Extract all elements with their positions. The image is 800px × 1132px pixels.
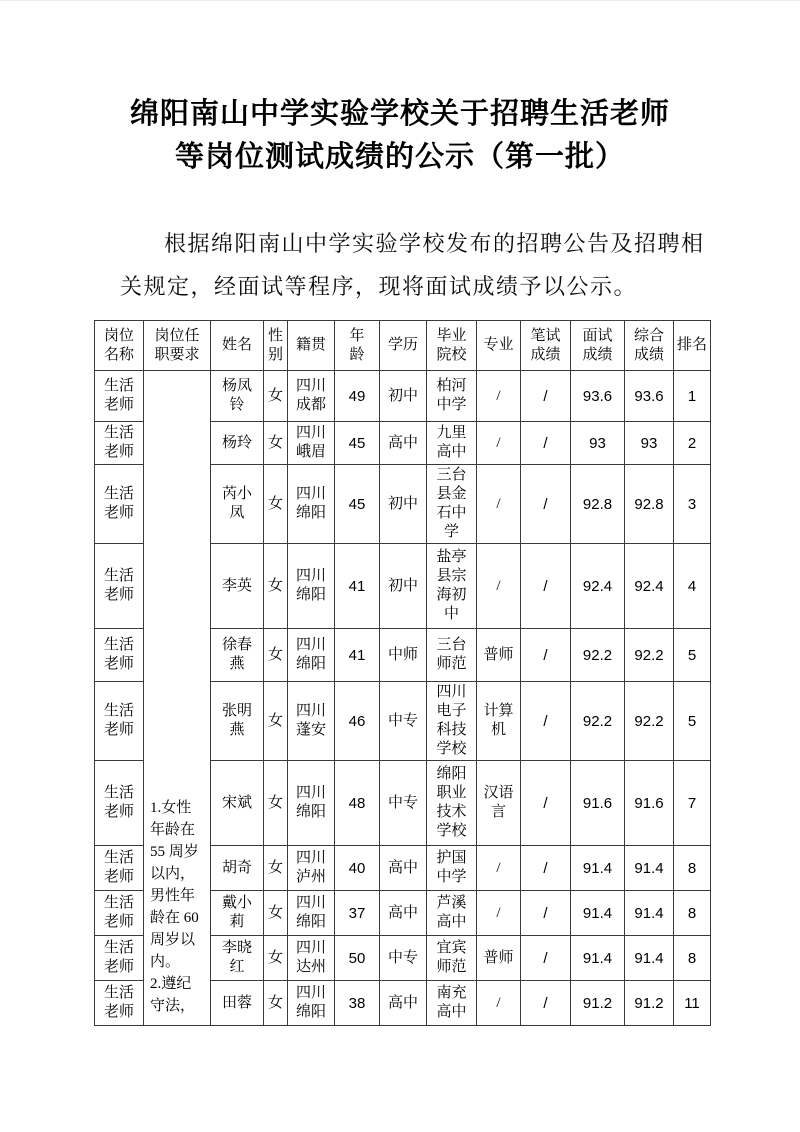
cell-name: 徐春燕 — [211, 629, 264, 682]
cell-written-score: / — [521, 371, 571, 422]
cell-school: 三台师范 — [427, 629, 477, 682]
cell-gender: 女 — [264, 846, 288, 891]
cell-age: 48 — [335, 761, 380, 846]
cell-education: 高中 — [380, 422, 427, 465]
cell-school: 护国中学 — [427, 846, 477, 891]
cell-position: 生活老师 — [95, 422, 144, 465]
cell-total-score: 92.4 — [625, 544, 674, 629]
cell-major: / — [477, 846, 521, 891]
cell-interview-score: 93.6 — [571, 371, 625, 422]
cell-interview-score: 91.4 — [571, 936, 625, 981]
cell-gender: 女 — [264, 422, 288, 465]
cell-rank: 11 — [674, 981, 711, 1026]
cell-education: 高中 — [380, 846, 427, 891]
cell-major: / — [477, 981, 521, 1026]
cell-position: 生活老师 — [95, 544, 144, 629]
cell-hometown: 四川绵阳 — [288, 629, 335, 682]
cell-education: 高中 — [380, 981, 427, 1026]
cell-education: 初中 — [380, 544, 427, 629]
cell-age: 41 — [335, 544, 380, 629]
col-header-age: 年龄 — [335, 321, 380, 371]
cell-gender: 女 — [264, 936, 288, 981]
cell-major: / — [477, 465, 521, 544]
cell-total-score: 91.4 — [625, 891, 674, 936]
col-header-hometown: 籍贯 — [288, 321, 335, 371]
cell-interview-score: 92.8 — [571, 465, 625, 544]
cell-hometown: 四川绵阳 — [288, 465, 335, 544]
cell-rank: 5 — [674, 629, 711, 682]
col-header-written-score: 笔试成绩 — [521, 321, 571, 371]
cell-name: 田蓉 — [211, 981, 264, 1026]
cell-major: 普师 — [477, 629, 521, 682]
cell-education: 中专 — [380, 936, 427, 981]
cell-age: 37 — [335, 891, 380, 936]
cell-education: 中师 — [380, 629, 427, 682]
cell-rank: 5 — [674, 682, 711, 761]
cell-position: 生活老师 — [95, 629, 144, 682]
cell-gender: 女 — [264, 544, 288, 629]
cell-interview-score: 91.4 — [571, 891, 625, 936]
cell-education: 高中 — [380, 891, 427, 936]
cell-written-score: / — [521, 544, 571, 629]
cell-interview-score: 93 — [571, 422, 625, 465]
col-header-gender: 性别 — [264, 321, 288, 371]
col-header-school: 毕业院校 — [427, 321, 477, 371]
cell-age: 41 — [335, 629, 380, 682]
document-title — [0, 93, 800, 179]
cell-age: 45 — [335, 465, 380, 544]
cell-total-score: 92.8 — [625, 465, 674, 544]
cell-name: 李英 — [211, 544, 264, 629]
col-header-major: 专业 — [477, 321, 521, 371]
cell-major: / — [477, 891, 521, 936]
cell-rank: 2 — [674, 422, 711, 465]
cell-school: 绵阳职业技术学校 — [427, 761, 477, 846]
cell-name: 李晓红 — [211, 936, 264, 981]
cell-written-score: / — [521, 629, 571, 682]
cell-written-score: / — [521, 422, 571, 465]
cell-school: 九里高中 — [427, 422, 477, 465]
cell-position: 生活老师 — [95, 981, 144, 1026]
cell-total-score: 92.2 — [625, 629, 674, 682]
cell-interview-score: 92.2 — [571, 682, 625, 761]
cell-school: 四川电子科技学校 — [427, 682, 477, 761]
cell-written-score: / — [521, 465, 571, 544]
cell-name: 戴小莉 — [211, 891, 264, 936]
cell-total-score: 92.2 — [625, 682, 674, 761]
cell-major: 计算机 — [477, 682, 521, 761]
col-header-education: 学历 — [380, 321, 427, 371]
cell-name: 杨玲 — [211, 422, 264, 465]
cell-total-score: 91.2 — [625, 981, 674, 1026]
cell-education: 初中 — [380, 465, 427, 544]
cell-major: 普师 — [477, 936, 521, 981]
cell-interview-score: 92.2 — [571, 629, 625, 682]
col-header-rank: 排名 — [674, 321, 711, 371]
cell-rank: 8 — [674, 846, 711, 891]
cell-position: 生活老师 — [95, 936, 144, 981]
cell-written-score: / — [521, 936, 571, 981]
col-header-name: 姓名 — [211, 321, 264, 371]
requirement-item: 2.遵纪守法， — [150, 976, 196, 1014]
cell-written-score: / — [521, 682, 571, 761]
cell-interview-score: 92.4 — [571, 544, 625, 629]
cell-position: 生活老师 — [95, 761, 144, 846]
cell-hometown: 四川绵阳 — [288, 891, 335, 936]
title-line-1: 绵阳南山中学实验学校关于招聘生活老师 — [129, 98, 670, 130]
cell-school: 南充高中 — [427, 981, 477, 1026]
cell-rank: 3 — [674, 465, 711, 544]
cell-position: 生活老师 — [95, 682, 144, 761]
cell-gender: 女 — [264, 629, 288, 682]
cell-school: 盐亭县宗海初中 — [427, 544, 477, 629]
cell-age: 45 — [335, 422, 380, 465]
title-line-2: 等岗位测试成绩的公示（第一批） — [174, 141, 625, 173]
cell-gender: 女 — [264, 761, 288, 846]
cell-education: 中专 — [380, 761, 427, 846]
cell-interview-score: 91.4 — [571, 846, 625, 891]
cell-rank: 8 — [674, 936, 711, 981]
requirement-item: 1.女性年龄在 55 周岁以内，男性年龄在 60 周岁以内。 — [150, 800, 199, 970]
cell-total-score: 91.4 — [625, 936, 674, 981]
col-header-position: 岗位名称 — [95, 321, 144, 371]
cell-written-score: / — [521, 846, 571, 891]
cell-position: 生活老师 — [95, 371, 144, 422]
cell-school: 柏河中学 — [427, 371, 477, 422]
cell-school: 三台县金石中学 — [427, 465, 477, 544]
cell-hometown: 四川泸州 — [288, 846, 335, 891]
cell-rank: 1 — [674, 371, 711, 422]
cell-requirements — [144, 371, 211, 1026]
col-header-interview-score: 面试成绩 — [571, 321, 625, 371]
cell-name: 杨凤铃 — [211, 371, 264, 422]
col-header-total-score: 综合成绩 — [625, 321, 674, 371]
cell-gender: 女 — [264, 682, 288, 761]
cell-name: 胡奇 — [211, 846, 264, 891]
cell-major: / — [477, 422, 521, 465]
cell-gender: 女 — [264, 981, 288, 1026]
cell-hometown: 四川蓬安 — [288, 682, 335, 761]
cell-position: 生活老师 — [95, 846, 144, 891]
cell-written-score: / — [521, 981, 571, 1026]
cell-position: 生活老师 — [95, 465, 144, 544]
cell-written-score: / — [521, 761, 571, 846]
cell-name: 芮小凤 — [211, 465, 264, 544]
cell-name: 宋斌 — [211, 761, 264, 846]
cell-total-score: 91.6 — [625, 761, 674, 846]
cell-age: 38 — [335, 981, 380, 1026]
intro-paragraph: 根据绵阳南山中学实验学校发布的招聘公告及招聘相关规定，经面试等程序，现将面试成绩予以公示。 — [120, 231, 705, 299]
cell-major: 汉语言 — [477, 761, 521, 846]
cell-interview-score: 91.6 — [571, 761, 625, 846]
cell-rank: 8 — [674, 891, 711, 936]
cell-education: 中专 — [380, 682, 427, 761]
cell-gender: 女 — [264, 371, 288, 422]
cell-age: 46 — [335, 682, 380, 761]
cell-gender: 女 — [264, 465, 288, 544]
cell-total-score: 93.6 — [625, 371, 674, 422]
cell-total-score: 93 — [625, 422, 674, 465]
cell-gender: 女 — [264, 891, 288, 936]
cell-rank: 4 — [674, 544, 711, 629]
cell-education: 初中 — [380, 371, 427, 422]
scores-table — [94, 320, 711, 1026]
cell-hometown: 四川绵阳 — [288, 544, 335, 629]
cell-interview-score: 91.2 — [571, 981, 625, 1026]
cell-age: 40 — [335, 846, 380, 891]
table-header-row — [95, 321, 711, 371]
cell-hometown: 四川绵阳 — [288, 761, 335, 846]
cell-hometown: 四川成都 — [288, 371, 335, 422]
cell-age: 50 — [335, 936, 380, 981]
cell-position: 生活老师 — [95, 891, 144, 936]
cell-name: 张明燕 — [211, 682, 264, 761]
cell-hometown: 四川峨眉 — [288, 422, 335, 465]
cell-written-score: / — [521, 891, 571, 936]
cell-hometown: 四川达州 — [288, 936, 335, 981]
cell-rank: 7 — [674, 761, 711, 846]
cell-total-score: 91.4 — [625, 846, 674, 891]
cell-school: 宜宾师范 — [427, 936, 477, 981]
cell-major: / — [477, 544, 521, 629]
cell-age: 49 — [335, 371, 380, 422]
col-header-requirements: 岗位任职要求 — [144, 321, 211, 371]
table-row — [95, 371, 711, 422]
cell-major: / — [477, 371, 521, 422]
cell-hometown: 四川绵阳 — [288, 981, 335, 1026]
cell-school: 芦溪高中 — [427, 891, 477, 936]
